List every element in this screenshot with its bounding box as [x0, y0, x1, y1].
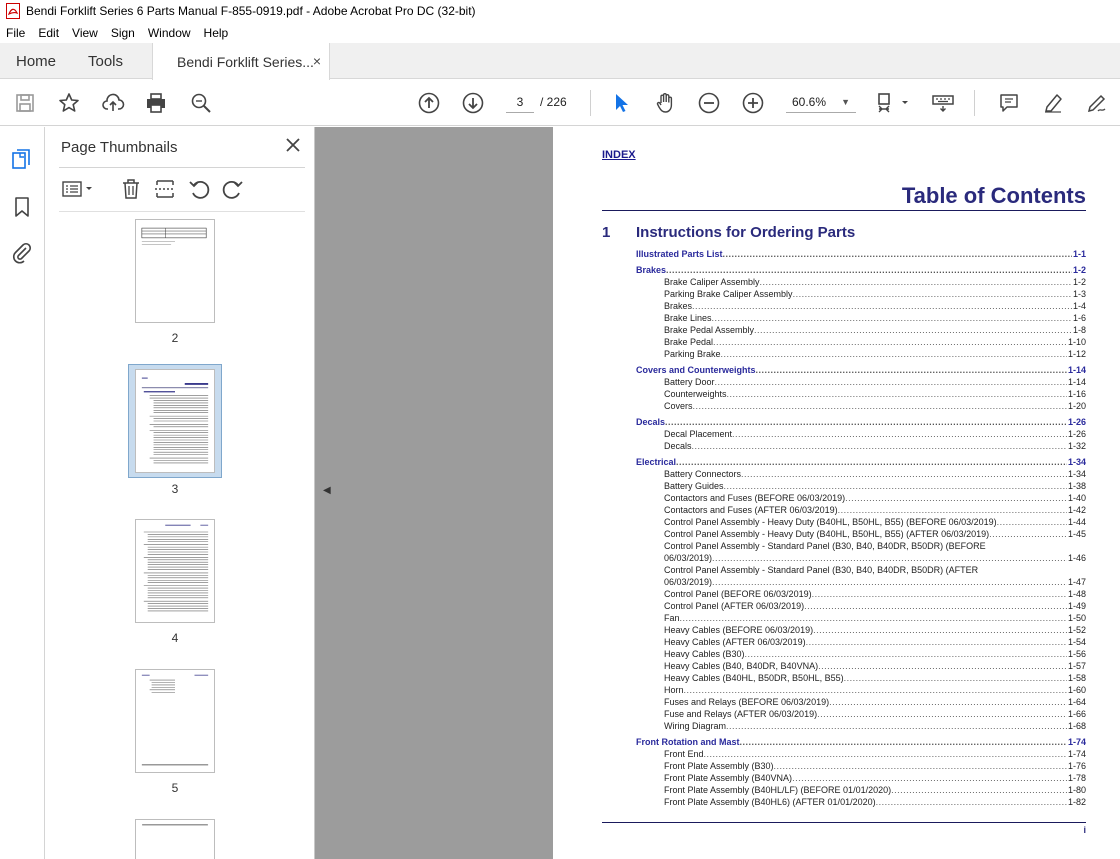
toc-entry[interactable] [664, 784, 1086, 796]
thumbnail-page-number: 3 [171, 482, 179, 496]
toc-leader-dots [712, 576, 1067, 588]
toc-entry-page: 1-4 [1072, 301, 1086, 311]
toc-entry-text: Fuses and Relays (BEFORE 06/03/2019) [664, 697, 830, 707]
toc-leader-dots [712, 552, 1067, 564]
toc-entry[interactable] [664, 696, 1086, 708]
toc-entry[interactable] [664, 660, 1086, 672]
highlight-pen-icon[interactable] [1040, 90, 1066, 116]
toc-entry-page: 1-2 [1072, 277, 1086, 287]
toc-entry-page: 1-46 [1067, 553, 1086, 563]
toc-entry[interactable] [664, 336, 1086, 348]
footer-rule [602, 822, 1086, 823]
toc-leader-dots [724, 480, 1067, 492]
save-icon[interactable] [12, 90, 38, 116]
thumbnail-list [45, 219, 295, 859]
toc-entry-page: 1-10 [1067, 337, 1086, 347]
toc-entry-text: Front End [664, 749, 704, 759]
menu-bar [0, 22, 1120, 43]
menu-help[interactable]: Help [203, 25, 229, 40]
toc-entry-text: Heavy Cables (B40, B40DR, B40VNA) [664, 661, 819, 671]
toc-heading-entry[interactable] [636, 736, 1086, 748]
toc-heading-entry[interactable] [636, 416, 1086, 428]
toc-entry[interactable] [664, 624, 1086, 636]
toc-entry-text: Front Plate Assembly (B40HL/LF) (BEFORE 01/01/2020) [664, 785, 892, 795]
section-title: Instructions for Ordering Parts [636, 224, 856, 241]
toc-entry-page: 1-47 [1067, 577, 1086, 587]
toc-leader-dots [806, 636, 1067, 648]
toc-entry-page: 1-78 [1067, 773, 1086, 783]
toc-entry[interactable] [664, 324, 1086, 336]
menu-edit[interactable]: Edit [38, 25, 60, 40]
thumbnail-options-menu-icon[interactable] [61, 177, 95, 201]
toc-leader-dots [793, 288, 1072, 300]
collapse-panel-arrow-icon[interactable]: ◀ [323, 485, 331, 496]
toc-leader-dots [817, 708, 1067, 720]
toc-leader-dots [665, 416, 1067, 428]
toc-entry-page: 1-8 [1072, 325, 1086, 335]
toc-entry[interactable] [664, 400, 1086, 412]
toc-entry-page: 1-76 [1067, 761, 1086, 771]
toc-entry-page: 1-54 [1067, 637, 1086, 647]
toc-entry-text: Parking Brake [664, 349, 721, 359]
toc-entry-page: 1-80 [1067, 785, 1086, 795]
zoom-level-dropdown[interactable] [786, 91, 856, 113]
toc-entry-text: Front Plate Assembly (B30) [664, 761, 774, 771]
toc-leader-dots [740, 736, 1067, 748]
toc-entry-page: 1-60 [1067, 685, 1086, 695]
toc-entry-page: 1-14 [1067, 365, 1086, 375]
toc-entry-text: Control Panel Assembly - Heavy Duty (B40HL, B50HL, B55) (BEFORE 06/03/2019) [664, 517, 997, 527]
toc-entry-page: 1-68 [1067, 721, 1086, 731]
toc-entry-text: Control Panel Assembly - Standard Panel (B30, B40, B40DR, B50DR) (BEFORE [664, 541, 986, 551]
toc-entry[interactable] [664, 440, 1086, 452]
zoom-in-icon[interactable] [740, 90, 766, 116]
trash-icon[interactable] [119, 177, 143, 201]
menu-window[interactable]: Window [147, 25, 191, 40]
toc-entry[interactable] [664, 288, 1086, 300]
toc-entry-text: Brake Lines [664, 313, 712, 323]
tab-document[interactable] [152, 43, 330, 80]
toc-entry[interactable] [664, 468, 1086, 480]
section-number: 1 [602, 224, 611, 241]
attachments-paperclip-icon[interactable] [10, 241, 34, 265]
toc-entry[interactable] [664, 684, 1086, 696]
toc-entry[interactable] [664, 528, 1086, 540]
toc-leader-dots [693, 400, 1067, 412]
toc-leader-dots [692, 300, 1072, 312]
toc-entry-text: Control Panel (BEFORE 06/03/2019) [664, 589, 812, 599]
toc-entry-page: 1-45 [1067, 529, 1086, 539]
toc-leader-dots [829, 696, 1067, 708]
page-thumbnail-5[interactable] [135, 669, 215, 773]
toc-heading-entry[interactable] [636, 456, 1086, 468]
panel-title: Page Thumbnails [61, 139, 178, 156]
toc-entry-text: Decals [664, 441, 692, 451]
toc-entry-page: 1-66 [1067, 709, 1086, 719]
title-bar [0, 0, 1120, 22]
toc-leader-dots [680, 612, 1067, 624]
main-toolbar [0, 80, 1120, 126]
keyboard-tool-icon[interactable] [930, 90, 956, 116]
toc-leader-dots [756, 364, 1067, 376]
toc-leader-dots [754, 324, 1072, 336]
toc-entry-page: 1-12 [1067, 349, 1086, 359]
toolbar-separator [590, 90, 591, 116]
window-title: Bendi Forklift Series 6 Parts Manual F-855-0919.pdf - Adobe Acrobat Pro DC (32-bit) [26, 4, 476, 18]
toc-leader-dots [666, 264, 1072, 276]
toc-leader-dots [723, 248, 1072, 260]
toc-entry-page: 1-26 [1067, 417, 1086, 427]
toc-entry-page: 1-34 [1067, 469, 1086, 479]
toc-leader-dots [989, 528, 1067, 540]
document-view [315, 127, 1120, 859]
toc-entry-page: 1-40 [1067, 493, 1086, 503]
toc-heading-entry[interactable] [636, 364, 1086, 376]
toc-leader-dots [676, 456, 1067, 468]
tab-document-label: Bendi Forklift Series... [177, 53, 314, 70]
toc-entry[interactable] [664, 540, 1086, 552]
toc-entry[interactable] [664, 552, 1086, 564]
toc-entry-text: Covers [664, 401, 693, 411]
tab-close-icon[interactable]: × [312, 53, 321, 69]
toc-entry-text: Contactors and Fuses (BEFORE 06/03/2019) [664, 493, 846, 503]
toc-entry-page: 1-20 [1067, 401, 1086, 411]
menu-view[interactable]: View [72, 25, 98, 40]
toc-entry[interactable] [664, 492, 1086, 504]
page-thumbnail-3[interactable] [135, 369, 215, 473]
toc-entry[interactable] [664, 748, 1086, 760]
toc-entry[interactable] [664, 772, 1086, 784]
toc-leader-dots [844, 672, 1067, 684]
toolbar-separator [974, 90, 975, 116]
page-thumbnail-2[interactable] [135, 219, 215, 323]
toc-entry[interactable] [664, 796, 1086, 808]
toc-leader-dots [715, 376, 1067, 388]
toc-entry-text: Brakes [636, 265, 667, 275]
menu-file[interactable]: File [6, 25, 26, 40]
rotate-counterclockwise-icon[interactable] [187, 177, 211, 201]
toc-entry[interactable] [664, 348, 1086, 360]
toc-entry-text: Wiring Diagram [664, 721, 727, 731]
page-thumbnails-panel [45, 127, 315, 859]
toc-entry[interactable] [664, 376, 1086, 388]
toc-entry-page: 1-74 [1067, 737, 1086, 747]
toc-leader-dots [804, 600, 1067, 612]
pdf-page [553, 127, 1120, 859]
bookmarks-icon[interactable] [10, 195, 34, 219]
toc-entry-text: Illustrated Parts List [636, 249, 723, 259]
toc-entry-page: 1-2 [1072, 265, 1086, 275]
zoom-level-value: 60.6% [792, 95, 827, 109]
thumbnail-page-number: 5 [171, 781, 179, 795]
toc-entry-text: Counterweights [664, 389, 727, 399]
tab-bar [0, 43, 1120, 79]
current-page-input[interactable]: 3 [506, 91, 534, 113]
toc-entry-page: 1-14 [1067, 377, 1086, 387]
toc-leader-dots [876, 796, 1067, 808]
toc-entry-page: 1-50 [1067, 613, 1086, 623]
select-cursor-icon[interactable] [608, 90, 634, 116]
toc-entry-text: Brake Pedal [664, 337, 714, 347]
toc-entry-text: Fuse and Relays (AFTER 06/03/2019) [664, 709, 818, 719]
toc-entry-text: Brakes [664, 301, 693, 311]
toc-entry-text: Brake Pedal Assembly [664, 325, 755, 335]
toc-entry-page: 1-48 [1067, 589, 1086, 599]
toc-entry-text: Heavy Cables (BEFORE 06/03/2019) [664, 625, 814, 635]
toc-entry-text: Horn [664, 685, 684, 695]
toc-entry-text: Covers and Counterweights [636, 365, 756, 375]
toc-heading-entry[interactable] [636, 248, 1086, 260]
page-title: Table of Contents [901, 183, 1086, 208]
toc-entry[interactable] [664, 720, 1086, 732]
toc-leader-dots [721, 348, 1067, 360]
toc-entry[interactable] [664, 388, 1086, 400]
toc-entry-text: Heavy Cables (B40HL, B50DR, B50HL, B55) [664, 673, 844, 683]
toc-entry-page: 1-32 [1067, 441, 1086, 451]
toc-entry-text: Front Plate Assembly (B40HL6) (AFTER 01/01/2020) [664, 797, 876, 807]
page-footer-number: i [1083, 825, 1086, 835]
zoom-out-icon[interactable] [696, 90, 722, 116]
toc-entry-text: Heavy Cables (B30) [664, 649, 745, 659]
toc-entry-text: Battery Guides [664, 481, 724, 491]
previous-page-icon[interactable] [416, 90, 442, 116]
toc-entry[interactable] [664, 600, 1086, 612]
close-icon[interactable] [283, 135, 303, 155]
toc-entry[interactable] [664, 428, 1086, 440]
left-navigation-rail [0, 127, 45, 859]
toc-entry-page: 1-57 [1067, 661, 1086, 671]
toc-entry[interactable] [664, 760, 1086, 772]
toc-entry-text: Battery Connectors [664, 469, 742, 479]
total-pages: / 226 [540, 95, 567, 109]
toc-entry[interactable] [664, 636, 1086, 648]
toc-entry-text: Decal Placement [664, 429, 733, 439]
toc-entry[interactable] [664, 312, 1086, 324]
toc-entry-page: 1-64 [1067, 697, 1086, 707]
toc-leader-dots [838, 504, 1067, 516]
menu-sign[interactable]: Sign [110, 25, 135, 40]
toc-leader-dots [684, 684, 1067, 696]
toc-entry-page: 1-1 [1072, 249, 1086, 259]
toc-entry[interactable] [664, 276, 1086, 288]
toc-leader-dots [845, 492, 1067, 504]
toc-entry-page: 1-3 [1072, 289, 1086, 299]
toc-leader-dots [692, 440, 1067, 452]
toc-entry[interactable] [664, 480, 1086, 492]
toc-leader-dots [774, 760, 1067, 772]
toc-entry[interactable] [664, 708, 1086, 720]
toc-entry[interactable] [664, 300, 1086, 312]
toc-entry-text: Brake Caliper Assembly [664, 277, 760, 287]
toc-leader-dots [891, 784, 1067, 796]
toc-entry-page: 1-58 [1067, 673, 1086, 683]
toc-entry-page: 1-42 [1067, 505, 1086, 515]
toc-entry-text: 06/03/2019) [664, 553, 713, 563]
toc-entry[interactable] [664, 516, 1086, 528]
bookmark-star-icon[interactable] [56, 90, 82, 116]
comment-icon[interactable] [996, 90, 1022, 116]
title-rule [602, 210, 1086, 211]
toc-entry-text: Control Panel Assembly - Heavy Duty (B40HL, B50HL, B55) (AFTER 06/03/2019) [664, 529, 990, 539]
panel-divider [59, 167, 305, 168]
toc-entry[interactable] [664, 588, 1086, 600]
toc-entry-page: 1-26 [1067, 429, 1086, 439]
tab-home[interactable]: Home [16, 52, 57, 70]
chevron-down-icon: ▼ [841, 97, 850, 107]
toc-entry-page: 1-38 [1067, 481, 1086, 491]
toc-leader-dots [760, 276, 1072, 288]
toc-entry[interactable] [664, 672, 1086, 684]
toc-leader-dots [818, 660, 1067, 672]
toc-entry-text: Contactors and Fuses (AFTER 06/03/2019) [664, 505, 838, 515]
toc-entry-page: 1-16 [1067, 389, 1086, 399]
toc-leader-dots [792, 772, 1067, 784]
toc-entry-page: 1-82 [1067, 797, 1086, 807]
toc-leader-dots [732, 428, 1067, 440]
hand-tool-icon[interactable] [652, 90, 678, 116]
toc-entry-text: Control Panel Assembly - Standard Panel (B30, B40, B40DR, B50DR) (AFTER [664, 565, 979, 575]
toc-entry[interactable] [664, 648, 1086, 660]
toc-heading-entry[interactable] [636, 264, 1086, 276]
toc-entry-text: Battery Door [664, 377, 715, 387]
rotate-clockwise-icon[interactable] [221, 177, 245, 201]
thumbnail-toolbar [45, 175, 315, 205]
toc-entry-page: 1-52 [1067, 625, 1086, 635]
toc-entry-page: 1-49 [1067, 601, 1086, 611]
toc-entry-page: 1-44 [1067, 517, 1086, 527]
acrobat-pdf-icon [6, 3, 20, 19]
toc-entry[interactable] [664, 576, 1086, 588]
toc-leader-dots [997, 516, 1067, 528]
toc-entry[interactable] [664, 564, 1086, 576]
zoom-search-icon[interactable] [188, 90, 214, 116]
toc-entry-text: Parking Brake Caliper Assembly [664, 289, 793, 299]
toc-entry-text: Heavy Cables (AFTER 06/03/2019) [664, 637, 806, 647]
thumbnail-page-number: 4 [171, 631, 179, 645]
toc-leader-dots [812, 588, 1067, 600]
toc-entry-text: Front Plate Assembly (B40VNA) [664, 773, 793, 783]
toc-leader-dots [726, 720, 1067, 732]
toc-entry-page: 1-74 [1067, 749, 1086, 759]
print-icon[interactable] [143, 90, 169, 116]
toc-entry-text: 06/03/2019) [664, 577, 713, 587]
toc-entry[interactable] [664, 504, 1086, 516]
toc-entry-text: Control Panel (AFTER 06/03/2019) [664, 601, 805, 611]
toc-leader-dots [813, 624, 1067, 636]
toc-entry-page: 1-6 [1072, 313, 1086, 323]
tab-tools[interactable]: Tools [88, 52, 124, 70]
page-thumbnail-6[interactable] [135, 819, 215, 859]
toc-entry[interactable] [664, 612, 1086, 624]
thumbnail-page-number: 2 [171, 331, 179, 345]
toc-leader-dots [712, 312, 1072, 324]
toc-leader-dots [741, 468, 1067, 480]
index-link[interactable]: INDEX [602, 149, 636, 161]
toc-entry-text: Electrical [636, 457, 677, 467]
toc-leader-dots [727, 388, 1067, 400]
page-fit-icon[interactable] [876, 90, 912, 116]
page-thumbnails-icon[interactable] [10, 147, 34, 171]
toc-entry-text: Decals [636, 417, 666, 427]
toc-entry-page: 1-56 [1067, 649, 1086, 659]
next-page-icon[interactable] [460, 90, 486, 116]
page-thumbnail-4[interactable] [135, 519, 215, 623]
toc-leader-dots [745, 648, 1067, 660]
toc-entry-text: Front Rotation and Mast [636, 737, 740, 747]
cloud-upload-icon[interactable] [100, 90, 126, 116]
toc-leader-dots [704, 748, 1067, 760]
panel-divider [59, 211, 305, 212]
toc-entry-page: 1-34 [1067, 457, 1086, 467]
extract-pages-icon[interactable] [153, 177, 177, 201]
sign-pen-icon[interactable] [1084, 90, 1110, 116]
toc-leader-dots [713, 336, 1067, 348]
toc-entry-text: Fan [664, 613, 680, 623]
